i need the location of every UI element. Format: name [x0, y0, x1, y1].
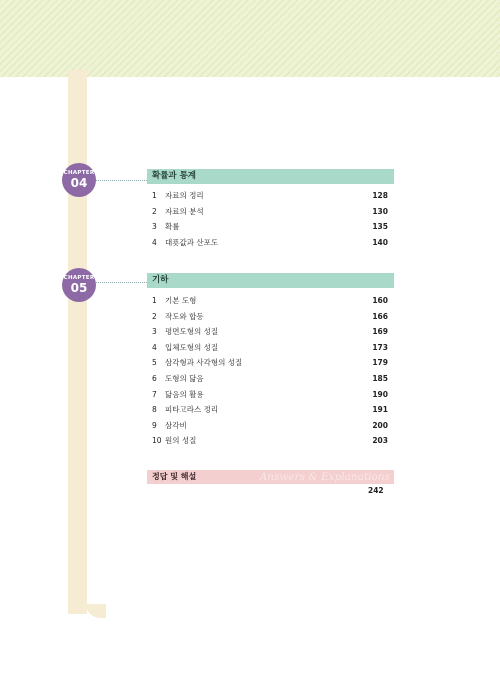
toc-item-title: 대푯값과 산포도 [165, 237, 219, 247]
toc-item-page: 200 [372, 420, 388, 430]
toc-item[interactable] [152, 355, 388, 371]
toc-item[interactable] [152, 402, 388, 418]
chapter-05-badge [62, 268, 96, 302]
toc-item-number: 1 [152, 296, 157, 305]
answers-script-text: Answers & Explanations [259, 471, 390, 483]
chapter-title: 확률과 통계 [152, 171, 197, 181]
toc-item-title: 자료의 정리 [165, 191, 204, 200]
toc-item-number: 2 [152, 206, 157, 216]
toc-item-title: 피타고라스 정리 [165, 405, 219, 415]
toc-item-page: 190 [372, 389, 388, 399]
toc-item-page: 185 [372, 373, 388, 383]
toc-item-title: 도형의 닮음 [165, 373, 204, 383]
chapter-badge-number: 04 [70, 176, 88, 190]
toc-item-number: 1 [152, 191, 157, 200]
toc-item[interactable] [152, 418, 388, 434]
toc-item-page: 191 [372, 405, 388, 415]
toc-item-number: 10 [152, 436, 162, 446]
toc-item[interactable] [152, 219, 388, 235]
toc-item[interactable] [152, 235, 388, 251]
toc-item-title: 삼각비 [165, 420, 187, 430]
toc-item[interactable] [152, 340, 388, 356]
toc-item-title: 닮음의 활용 [165, 389, 204, 399]
top-decorative-band [0, 0, 500, 77]
chapter-05-header [147, 273, 394, 288]
toc-item-title: 확률 [165, 222, 180, 232]
toc-item-title: 삼각형과 사각형의 성질 [165, 358, 243, 368]
chapter-04-badge [62, 163, 96, 197]
answers-page[interactable]: 242 [368, 486, 384, 495]
toc-item-page: 130 [372, 206, 388, 216]
toc-item[interactable] [152, 293, 388, 309]
toc-item-page: 203 [372, 436, 388, 446]
toc-item[interactable] [152, 309, 388, 325]
toc-item-title: 평면도형의 성질 [165, 327, 219, 337]
chapter-connector-line [96, 180, 147, 181]
chapter-04-toc [152, 188, 388, 250]
toc-item-page: 160 [372, 296, 388, 305]
toc-item[interactable] [152, 188, 388, 204]
chapter-title: 기하 [152, 275, 169, 285]
chapter-badge-number: 05 [70, 281, 88, 295]
toc-item-title: 입체도형의 성질 [165, 342, 219, 352]
toc-item-page: 135 [372, 222, 388, 232]
toc-item-number: 4 [152, 342, 157, 352]
toc-item-number: 7 [152, 389, 157, 399]
toc-item-title: 작도와 합동 [165, 311, 204, 321]
side-bar-curve [86, 604, 106, 618]
toc-item-page: 169 [372, 327, 388, 337]
toc-item[interactable] [152, 324, 388, 340]
chapter-badge-label: CHAPTER [63, 275, 95, 281]
toc-item-page: 128 [372, 191, 388, 200]
toc-item-page: 173 [372, 342, 388, 352]
toc-item-page: 179 [372, 358, 388, 368]
toc-item-title: 원의 성질 [165, 436, 197, 446]
toc-item-page: 140 [372, 237, 388, 247]
side-decorative-bar [68, 70, 87, 614]
chapter-badge-label: CHAPTER [63, 170, 95, 176]
toc-item[interactable] [152, 433, 388, 449]
toc-item-number: 3 [152, 327, 157, 337]
toc-item-number: 4 [152, 237, 157, 247]
toc-item[interactable] [152, 371, 388, 387]
toc-item-number: 2 [152, 311, 157, 321]
answers-title: 정답 및 해설 [152, 472, 197, 481]
chapter-connector-line [96, 282, 147, 283]
toc-item[interactable] [152, 387, 388, 403]
toc-item-page: 166 [372, 311, 388, 321]
toc-item-title: 자료의 분석 [165, 206, 204, 216]
toc-item-number: 8 [152, 405, 157, 415]
chapter-05-toc [152, 293, 388, 449]
toc-item-number: 6 [152, 373, 157, 383]
toc-item-number: 3 [152, 222, 157, 232]
toc-item[interactable] [152, 204, 388, 220]
chapter-04-header [147, 169, 394, 184]
toc-item-title: 기본 도형 [165, 296, 197, 305]
answers-header [147, 470, 394, 484]
toc-item-number: 5 [152, 358, 157, 368]
toc-item-number: 9 [152, 420, 157, 430]
